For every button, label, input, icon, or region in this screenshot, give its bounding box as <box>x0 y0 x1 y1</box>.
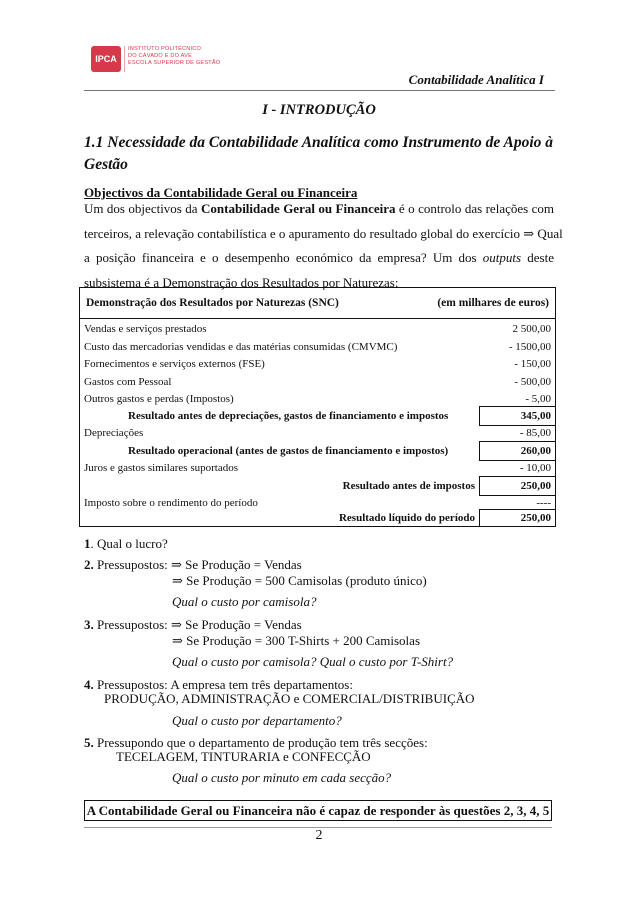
row-label: Fornecimentos e serviços externos (FSE) <box>84 358 265 370</box>
row-value: - 1500,00 <box>508 340 551 353</box>
row-value: 260,00 <box>520 445 551 457</box>
question-text: Pressupostos: ⇒ Se Produção = Vendas <box>93 617 302 632</box>
table-row <box>80 321 555 339</box>
question-4-detail: PRODUÇÃO, ADMINISTRAÇÃO e COMERCIAL/DISTRIBUIÇÃO <box>104 691 475 706</box>
row-label: Custo das mercadorias vendidas e das matérias consumidas (CMVMC) <box>84 340 398 353</box>
question-number: 2. <box>84 557 94 572</box>
income-statement-table <box>79 287 556 527</box>
ipca-logo <box>91 44 221 74</box>
para-text: deste <box>521 250 554 265</box>
para-line-3 <box>84 246 554 271</box>
row-label: Resultado antes de impostos <box>342 480 475 492</box>
question-number: 3. <box>84 617 94 632</box>
para-text: é o controlo das relações com <box>395 201 555 216</box>
question-3 <box>84 617 302 633</box>
objectives-heading: Objectivos da Contabilidade Geral ou Financeira <box>84 185 358 200</box>
row-value: - 5,00 <box>525 393 551 405</box>
row-label: Gastos com Pessoal <box>84 375 172 388</box>
question-text: Pressupostos: ⇒ Se Produção = Vendas <box>93 557 302 572</box>
table-header <box>80 288 555 319</box>
para-bold: Contabilidade Geral ou Financeira <box>201 201 396 216</box>
para-line-1 <box>84 197 554 222</box>
row-label: Depreciações <box>84 427 144 439</box>
table-units: (em milhares de euros) <box>437 297 549 309</box>
para-line-2: terceiros, a relevação contabilística e o apuramento do resultado global do exercício ⇒ Qual <box>84 225 563 241</box>
question-3-ask: Qual o custo por camisola? Qual o custo por T-Shirt? <box>172 654 454 669</box>
para-text: Um dos objectivos da <box>84 201 202 216</box>
row-label: Juros e gastos similares suportados <box>84 462 238 474</box>
chapter-title: I - INTRODUÇÃO <box>262 102 376 118</box>
para-line-4: subsistema é a Demonstração dos Resultados por Naturezas: <box>84 274 399 290</box>
logo-divider <box>124 46 125 72</box>
question-number: 5. <box>84 735 94 750</box>
table-row <box>80 443 555 461</box>
row-label: Resultado antes de depreciações, gastos de financiamento e impostos <box>128 410 449 422</box>
section-title-line-2: Gestão <box>84 156 128 173</box>
objectives-paragraph <box>84 197 563 295</box>
row-label: Resultado operacional (antes de gastos de financiamento e impostos) <box>128 445 449 457</box>
table-row <box>80 478 555 496</box>
row-value: ---- <box>536 497 551 509</box>
row-label: Vendas e serviços prestados <box>84 323 207 335</box>
page-number: 2 <box>315 828 323 843</box>
table-row <box>80 460 555 478</box>
row-value: 250,00 <box>520 480 551 492</box>
row-value: - 150,00 <box>514 358 551 370</box>
row-label: Resultado líquido do período <box>338 512 475 524</box>
table-row <box>80 408 555 426</box>
conclusion-box: A Contabilidade Geral ou Financeira não é capaz de responder às questões 2, 3, 4, 5 <box>84 800 552 821</box>
row-value: 345,00 <box>520 410 551 422</box>
table-row <box>80 339 555 357</box>
para-text: a posição financeira e o desempenho económico da empresa? Um dos <box>84 250 483 265</box>
row-value: - 10,00 <box>519 462 551 474</box>
question-5-detail: TECELAGEM, TINTURARIA e CONFECÇÃO <box>116 749 371 764</box>
table-row <box>80 425 555 443</box>
row-value: - 500,00 <box>514 375 551 388</box>
question-2-ask: Qual o custo por camisola? <box>172 594 317 609</box>
question-text: Pressupostos: A empresa tem três departamentos: <box>93 677 353 692</box>
question-4-ask: Qual o custo por departamento? <box>172 713 342 728</box>
row-label: Outros gastos e perdas (Impostos) <box>84 393 234 405</box>
header-rule <box>84 90 555 91</box>
table-row <box>80 374 555 392</box>
logo-line-2: DO CÁVADO E DO AVE <box>128 53 193 59</box>
logo-mark: IPCA <box>91 46 121 72</box>
row-value: 250,00 <box>520 512 551 524</box>
logo-line-3: ESCOLA SUPERIOR DE GESTÃO <box>128 60 221 66</box>
question-text: Pressupondo que o departamento de produção tem três secções: <box>93 735 428 750</box>
logo-text <box>128 46 220 67</box>
question-number: 1 <box>84 536 91 551</box>
para-italic: outputs <box>482 250 522 265</box>
question-2 <box>84 557 302 573</box>
table-row <box>80 356 555 374</box>
header-title: Contabilidade Analítica I <box>408 72 544 87</box>
row-value: - 85,00 <box>519 427 551 439</box>
question-2-detail: ⇒ Se Produção = 500 Camisolas (produto único) <box>172 573 427 588</box>
section-title-line-1: 1.1 Necessidade da Contabilidade Analítica como Instrumento de Apoio à <box>84 134 554 151</box>
table-row <box>80 510 555 528</box>
question-number: 4. <box>84 677 94 692</box>
question-1 <box>84 536 168 552</box>
table-title: Demonstração dos Resultados por Naturezas (SNC) <box>86 297 339 309</box>
question-5-ask: Qual o custo por minuto em cada secção? <box>172 770 392 785</box>
logo-line-1: INSTITUTO POLITÉCNICO <box>128 46 202 52</box>
question-3-detail: ⇒ Se Produção = 300 T-Shirts + 200 Camisolas <box>172 633 421 648</box>
row-value: 2 500,00 <box>512 323 551 335</box>
row-label: Imposto sobre o rendimento do período <box>84 497 258 509</box>
question-text: . Qual o lucro? <box>90 536 168 551</box>
section-title <box>84 132 554 176</box>
